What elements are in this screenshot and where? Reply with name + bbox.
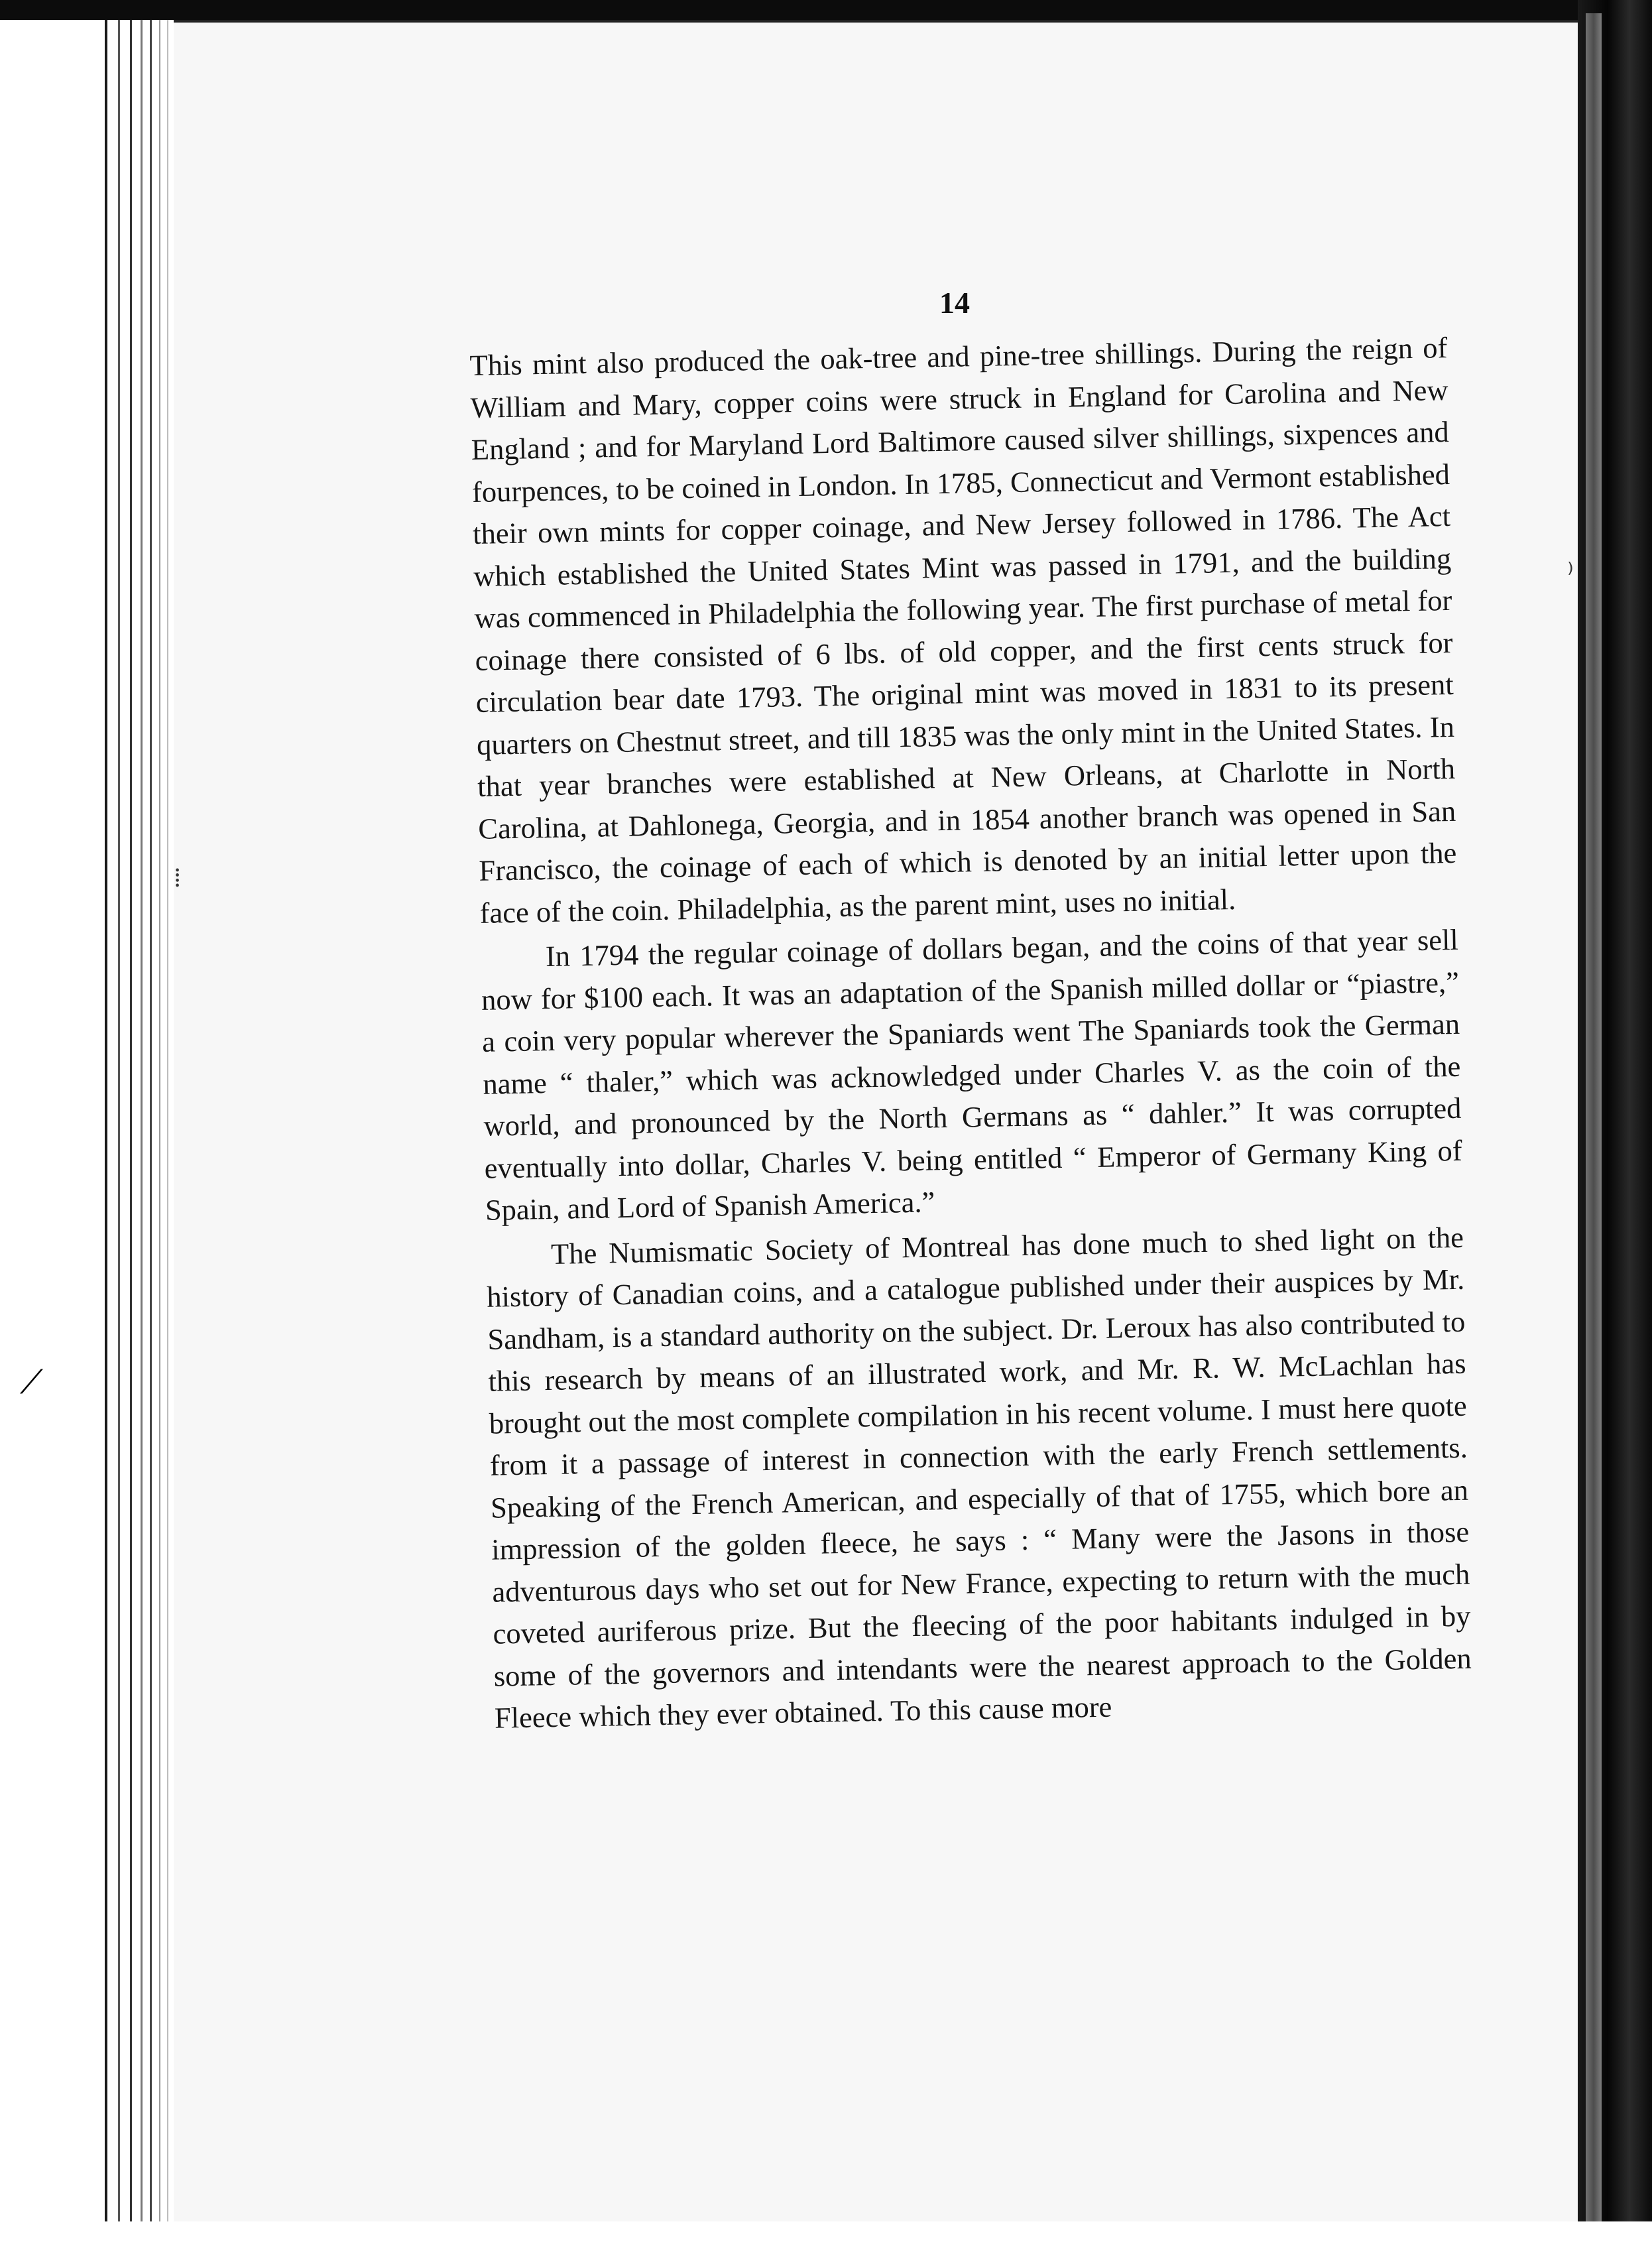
paragraph-dollar-origin: In 1794 the regular coinage of dollars began, and the coins of that year sell now for $100 each. It was an adaptation of the Spanish milled dollar or “piastre,” a coin very popular wherever the Spaniards went The Spaniards took the German name “ thaler,” which was acknowledged under Charles V. as the coin of the world, and pronounced by the North Germans as “ dahler.” It was corrupted eventually into dollar, Charles V. being entitled “ Emperor of Germany King of Spain, and Lord of Spanish America.” xyxy=(481,922,1462,1227)
page-edge xyxy=(105,20,107,2221)
scan-margin-left xyxy=(0,0,99,2244)
page-edge xyxy=(150,20,152,2221)
page-text xyxy=(469,327,1472,1739)
page-edge xyxy=(141,20,143,2221)
scan-speck: ⁾ xyxy=(1567,558,1574,588)
book-spine-highlight xyxy=(1586,13,1602,2221)
page-edge xyxy=(118,20,120,2221)
scan-margin-bottom xyxy=(0,2221,1652,2244)
page-number: 14 xyxy=(939,286,970,320)
page-edge xyxy=(130,20,132,2221)
paragraph-mint-history: This mint also produced the oak-tree and pine-tree shillings. During the reign of William and Mary, copper coins were struck in England for Carolina and New England ; and for Maryland Lord Baltimore caused silver shillings, sixpences and fourpences, to be coined in London. In 1785, Connecticut and Vermont established their own mints for copper coinage, and New Jersey followed in 1786. The Act which established the United States Mint was passed in 1791, and the building was commenced in Philadelphia the following year. The first purchase of metal for coinage there consisted of 6 lbs. of old copper, and the first cents struck for circulation bear date 1793. The original mint was moved in 1831 to its present quarters on Chestnut street, and till 1835 was the only mint in the United States. In that year branches were established at New Orleans, at Charlotte in North Carolina, at Dahlonega, Georgia, and in 1854 another branch was opened in San Francisco, the coinage of each of which is denoted by an initial letter upon the face of the coin. Philadelphia, as the parent mint, uses no initial. xyxy=(469,330,1457,930)
page-edge xyxy=(167,20,168,2221)
scan-speck: ⟋ xyxy=(20,1363,43,1401)
paragraph-numismatic-society: The Numismatic Society of Montreal has done much to shed light on the history of Canadian coins, and a catalogue published under their auspices by Mr. Sandham, is a standard authority on the subject. Dr. Leroux has also contributed to this research by means of an illustrated work, and Mr. R. W. McLachlan has brought out the most complete compilation in his recent volume. I must here quote from it a passage of interest in connection with the early French settlements. Speaking of the French American, and especially of that of 1755, which bore an impression of the golden fleece, he says : “ Many were the Jasons in those adventurous days who set out for New France, expecting to return with the much coveted auriferous prize. But the fleecing of the poor habitants indulged in by some of the governors and intendants were the nearest approach to the Golden Fleece which they ever obtained. To this cause more xyxy=(486,1220,1472,1735)
scan-speck: ⁞ xyxy=(174,863,182,893)
scan-border-top xyxy=(0,0,1652,20)
page-edge xyxy=(159,20,160,2221)
